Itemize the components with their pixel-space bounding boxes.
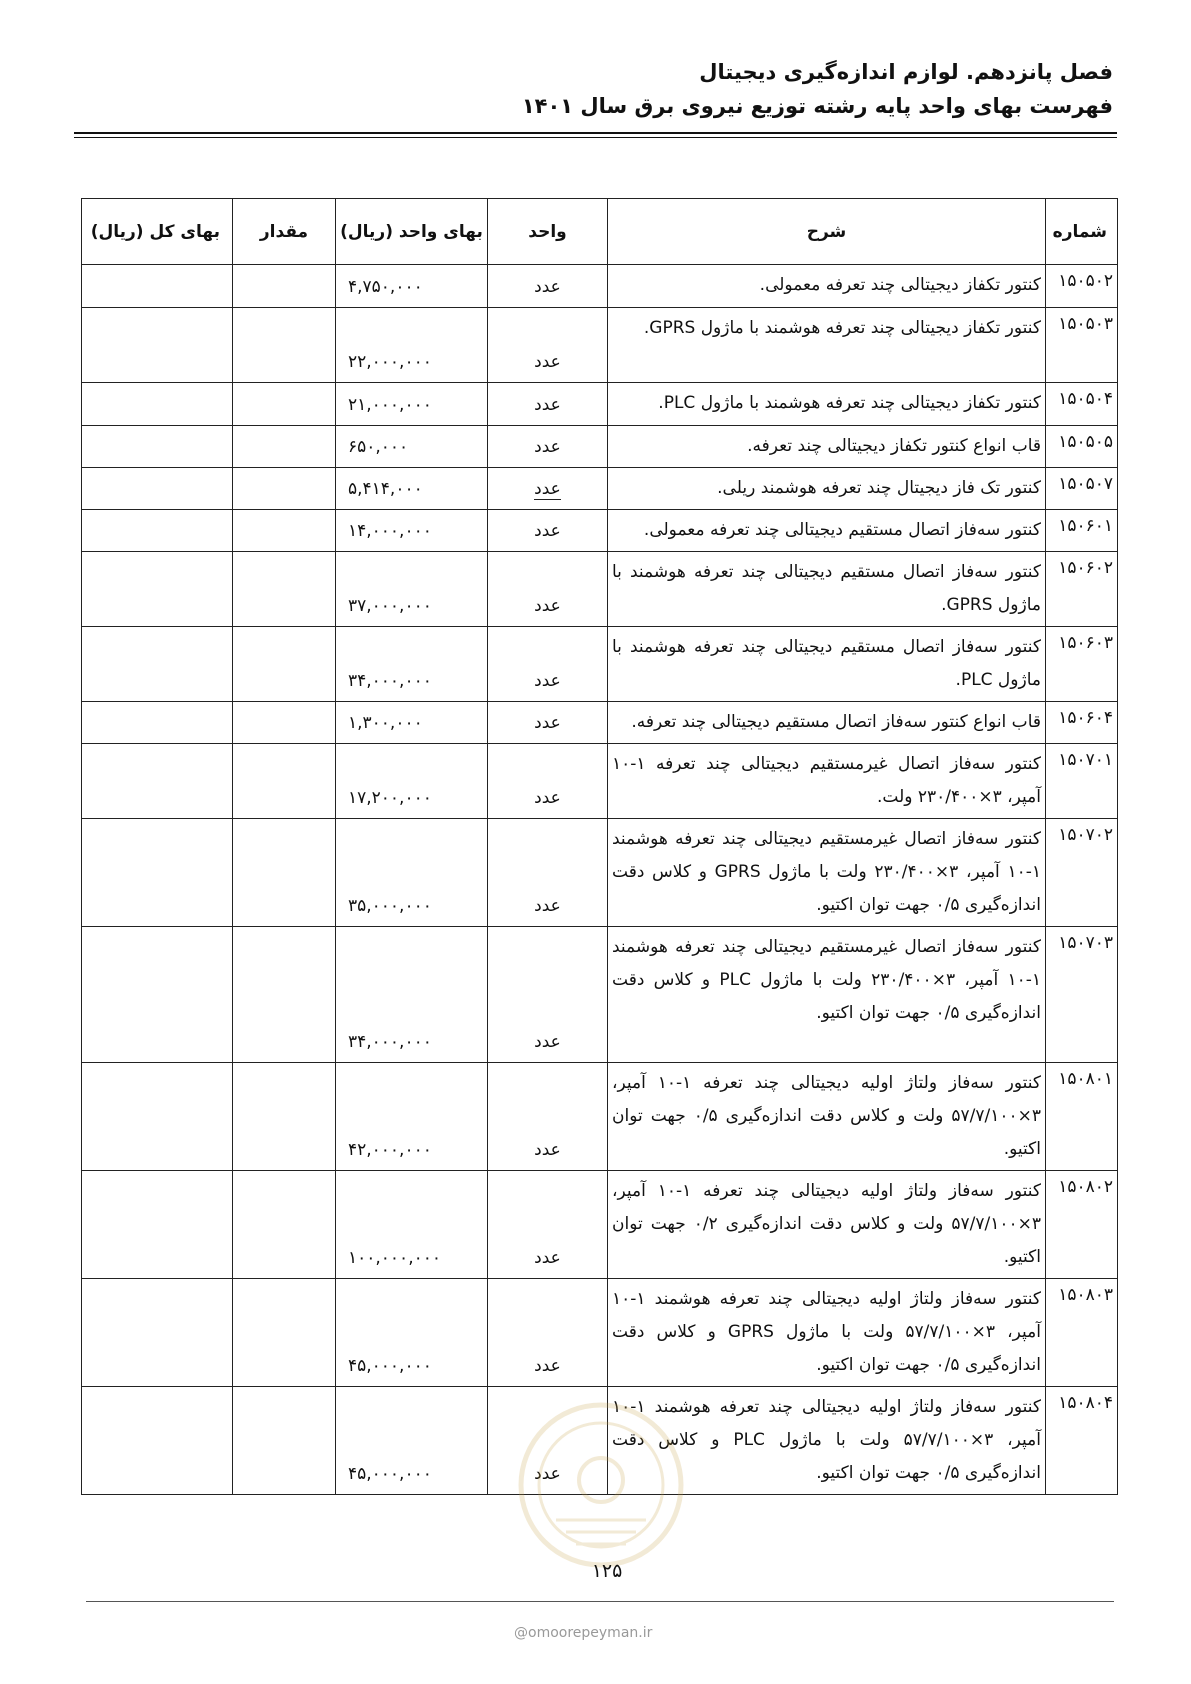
- cell-unit-price: ۱۴,۰۰۰,۰۰۰: [336, 510, 488, 552]
- cell-quantity: [233, 627, 336, 702]
- cell-unit: عدد: [488, 702, 608, 744]
- page-number: ۱۲۵: [591, 1560, 623, 1582]
- cell-unit: عدد: [488, 819, 608, 927]
- table-row: [82, 1171, 1118, 1279]
- table-row: [82, 1279, 1118, 1387]
- table-header-row: [82, 199, 1118, 265]
- cell-unit: [488, 468, 608, 510]
- cell-number: ۱۵۰۶۰۱: [1046, 510, 1118, 552]
- cell-unit: عدد: [488, 744, 608, 819]
- cell-number: ۱۵۰۷۰۱: [1046, 744, 1118, 819]
- table-row: [82, 1063, 1118, 1171]
- table-row: [82, 468, 1118, 510]
- page-header: [73, 55, 1113, 123]
- cell-total-price: [82, 1171, 233, 1279]
- cell-quantity: [233, 927, 336, 1063]
- cell-total-price: [82, 819, 233, 927]
- cell-number: ۱۵۰۸۰۱: [1046, 1063, 1118, 1171]
- cell-unit: عدد: [488, 927, 608, 1063]
- cell-total-price: [82, 744, 233, 819]
- document-title: فهرست بهای واحد پایه رشته توزیع نیروی برق سال ۱۴۰۱: [521, 94, 1113, 118]
- cell-unit-price: ۳۵,۰۰۰,۰۰۰: [336, 819, 488, 927]
- table-row: [82, 383, 1118, 426]
- cell-unit-price: ۶۵۰,۰۰۰: [336, 426, 488, 468]
- table-row: [82, 426, 1118, 468]
- cell-unit-price: ۴۵,۰۰۰,۰۰۰: [336, 1279, 488, 1387]
- cell-description: کنتور تک فاز دیجیتال چند تعرفه هوشمند ریلی.: [608, 468, 1046, 510]
- cell-total-price: [82, 1279, 233, 1387]
- price-table-container: [81, 198, 1117, 1495]
- cell-unit: عدد: [488, 1063, 608, 1171]
- cell-total-price: [82, 1387, 233, 1495]
- cell-description: کنتور سه‌فاز اتصال غیرمستقیم دیجیتالی چند تعرفه ۱-۱۰ آمپر، ۳×۲۳۰/۴۰۰ ولت.: [608, 744, 1046, 819]
- cell-number: ۱۵۰۶۰۳: [1046, 627, 1118, 702]
- cell-unit-price: ۵,۴۱۴,۰۰۰: [336, 468, 488, 510]
- table-row: [82, 308, 1118, 383]
- cell-quantity: [233, 744, 336, 819]
- cell-description: کنتور سه‌فاز اتصال مستقیم دیجیتالی چند تعرفه هوشمند با ماژول PLC.: [608, 627, 1046, 702]
- cell-description: کنتور سه‌فاز ولتاژ اولیه دیجیتالی چند تعرفه ۱-۱۰ آمپر، ۳×۵۷/۷/۱۰۰ ولت و کلاس دقت اندازه‌گیری ۰/۲ جهت توان اکتیو.: [608, 1171, 1046, 1279]
- table-row: [82, 744, 1118, 819]
- cell-number: ۱۵۰۵۰۳: [1046, 308, 1118, 383]
- cell-total-price: [82, 927, 233, 1063]
- cell-description: کنتور سه‌فاز اتصال مستقیم دیجیتالی چند تعرفه هوشمند با ماژول GPRS.: [608, 552, 1046, 627]
- cell-total-price: [82, 383, 233, 426]
- cell-number: ۱۵۰۷۰۲: [1046, 819, 1118, 927]
- cell-description: کنتور سه‌فاز اتصال غیرمستقیم دیجیتالی چند تعرفه هوشمند ۱-۱۰ آمپر، ۳×۲۳۰/۴۰۰ ولت با ماژول PLC و کلاس دقت اندازه‌گیری ۰/۵ جهت توان اکتیو.: [608, 927, 1046, 1063]
- cell-unit-price: ۴۲,۰۰۰,۰۰۰: [336, 1063, 488, 1171]
- col-header-number: شماره: [1046, 199, 1118, 265]
- cell-quantity: [233, 702, 336, 744]
- cell-total-price: [82, 510, 233, 552]
- cell-number: ۱۵۰۶۰۲: [1046, 552, 1118, 627]
- cell-number: ۱۵۰۸۰۲: [1046, 1171, 1118, 1279]
- table-row: [82, 265, 1118, 308]
- cell-quantity: [233, 468, 336, 510]
- table-row: [82, 510, 1118, 552]
- cell-number: ۱۵۰۵۰۴: [1046, 383, 1118, 426]
- cell-total-price: [82, 1063, 233, 1171]
- cell-unit-price: ۱,۳۰۰,۰۰۰: [336, 702, 488, 744]
- cell-unit: عدد: [488, 1171, 608, 1279]
- cell-description: کنتور سه‌فاز ولتاژ اولیه دیجیتالی چند تعرفه ۱-۱۰ آمپر، ۳×۵۷/۷/۱۰۰ ولت و کلاس دقت اندازه‌گیری ۰/۵ جهت توان اکتیو.: [608, 1063, 1046, 1171]
- table-row: [82, 927, 1118, 1063]
- cell-unit-price: ۳۴,۰۰۰,۰۰۰: [336, 927, 488, 1063]
- cell-quantity: [233, 308, 336, 383]
- cell-unit-price: ۱۰۰,۰۰۰,۰۰۰: [336, 1171, 488, 1279]
- watermark-seal-icon: [516, 1400, 686, 1570]
- cell-unit: عدد: [488, 383, 608, 426]
- cell-unit: عدد: [488, 265, 608, 308]
- cell-unit-price: ۲۱,۰۰۰,۰۰۰: [336, 383, 488, 426]
- cell-unit: عدد: [488, 426, 608, 468]
- chapter-title: فصل پانزدهم. لوازم اندازه‌گیری دیجیتال: [699, 60, 1113, 84]
- table-row: [82, 627, 1118, 702]
- cell-unit: عدد: [488, 1279, 608, 1387]
- cell-quantity: [233, 552, 336, 627]
- table-row: [82, 819, 1118, 927]
- table-body: [82, 265, 1118, 1495]
- col-header-description: شرح: [608, 199, 1046, 265]
- cell-unit: عدد: [488, 308, 608, 383]
- header-rule-thick: [74, 132, 1117, 134]
- unit-underlined: عدد: [534, 479, 561, 499]
- cell-unit-price: ۲۲,۰۰۰,۰۰۰: [336, 308, 488, 383]
- cell-quantity: [233, 510, 336, 552]
- cell-unit-price: ۳۴,۰۰۰,۰۰۰: [336, 627, 488, 702]
- cell-unit-price: ۳۷,۰۰۰,۰۰۰: [336, 552, 488, 627]
- cell-total-price: [82, 265, 233, 308]
- cell-description: کنتور سه‌فاز ولتاژ اولیه دیجیتالی چند تعرفه هوشمند ۱-۱۰ آمپر، ۳×۵۷/۷/۱۰۰ ولت با ماژول GPRS و کلاس دقت اندازه‌گیری ۰/۵ جهت توان اکتیو.: [608, 1279, 1046, 1387]
- cell-number: ۱۵۰۶۰۴: [1046, 702, 1118, 744]
- cell-quantity: [233, 1171, 336, 1279]
- cell-description: کنتور تکفاز دیجیتالی چند تعرفه معمولی.: [608, 265, 1046, 308]
- cell-unit: عدد: [488, 510, 608, 552]
- cell-description: کنتور تکفاز دیجیتالی چند تعرفه هوشمند با ماژول GPRS.: [608, 308, 1046, 383]
- footer-rule: [86, 1601, 1114, 1602]
- cell-total-price: [82, 308, 233, 383]
- cell-unit-price: ۱۷,۲۰۰,۰۰۰: [336, 744, 488, 819]
- cell-quantity: [233, 1063, 336, 1171]
- col-header-quantity: مقدار: [233, 199, 336, 265]
- cell-quantity: [233, 265, 336, 308]
- cell-total-price: [82, 702, 233, 744]
- table-row: [82, 702, 1118, 744]
- cell-number: ۱۵۰۷۰۳: [1046, 927, 1118, 1063]
- cell-total-price: [82, 627, 233, 702]
- cell-number: ۱۵۰۸۰۳: [1046, 1279, 1118, 1387]
- cell-quantity: [233, 819, 336, 927]
- cell-description: کنتور سه‌فاز اتصال غیرمستقیم دیجیتالی چند تعرفه هوشمند ۱-۱۰ آمپر، ۳×۲۳۰/۴۰۰ ولت با ماژول GPRS و کلاس دقت اندازه‌گیری ۰/۵ جهت توان اکتیو.: [608, 819, 1046, 927]
- cell-total-price: [82, 552, 233, 627]
- cell-unit-price: ۴۵,۰۰۰,۰۰۰: [336, 1387, 488, 1495]
- cell-description: قاب انواع کنتور تکفاز دیجیتالی چند تعرفه.: [608, 426, 1046, 468]
- cell-description: قاب انواع کنتور سه‌فاز اتصال مستقیم دیجیتالی چند تعرفه.: [608, 702, 1046, 744]
- cell-quantity: [233, 1279, 336, 1387]
- header-rule-thin: [74, 137, 1117, 138]
- cell-number: ۱۵۰۵۰۵: [1046, 426, 1118, 468]
- cell-number: ۱۵۰۸۰۴: [1046, 1387, 1118, 1495]
- cell-quantity: [233, 383, 336, 426]
- col-header-total-price: بهای کل (ریال): [82, 199, 233, 265]
- price-table: [81, 198, 1118, 1495]
- footer-url: @omoorepeyman.ir: [514, 1625, 653, 1641]
- col-header-unit-price: بهای واحد (ریال): [336, 199, 488, 265]
- cell-number: ۱۵۰۵۰۷: [1046, 468, 1118, 510]
- col-header-unit: واحد: [488, 199, 608, 265]
- cell-total-price: [82, 468, 233, 510]
- cell-unit: عدد: [488, 552, 608, 627]
- cell-description: کنتور سه‌فاز اتصال مستقیم دیجیتالی چند تعرفه معمولی.: [608, 510, 1046, 552]
- cell-description: کنتور تکفاز دیجیتالی چند تعرفه هوشمند با ماژول PLC.: [608, 383, 1046, 426]
- cell-unit: عدد: [488, 1387, 608, 1495]
- cell-quantity: [233, 426, 336, 468]
- cell-description: کنتور سه‌فاز ولتاژ اولیه دیجیتالی چند تعرفه هوشمند ۱-۱۰ آمپر، ۳×۵۷/۷/۱۰۰ ولت با ماژول PLC و کلاس دقت اندازه‌گیری ۰/۵ جهت توان اکتیو.: [608, 1387, 1046, 1495]
- cell-unit: عدد: [488, 627, 608, 702]
- cell-number: ۱۵۰۵۰۲: [1046, 265, 1118, 308]
- cell-total-price: [82, 426, 233, 468]
- cell-quantity: [233, 1387, 336, 1495]
- cell-unit-price: ۴,۷۵۰,۰۰۰: [336, 265, 488, 308]
- table-row: [82, 552, 1118, 627]
